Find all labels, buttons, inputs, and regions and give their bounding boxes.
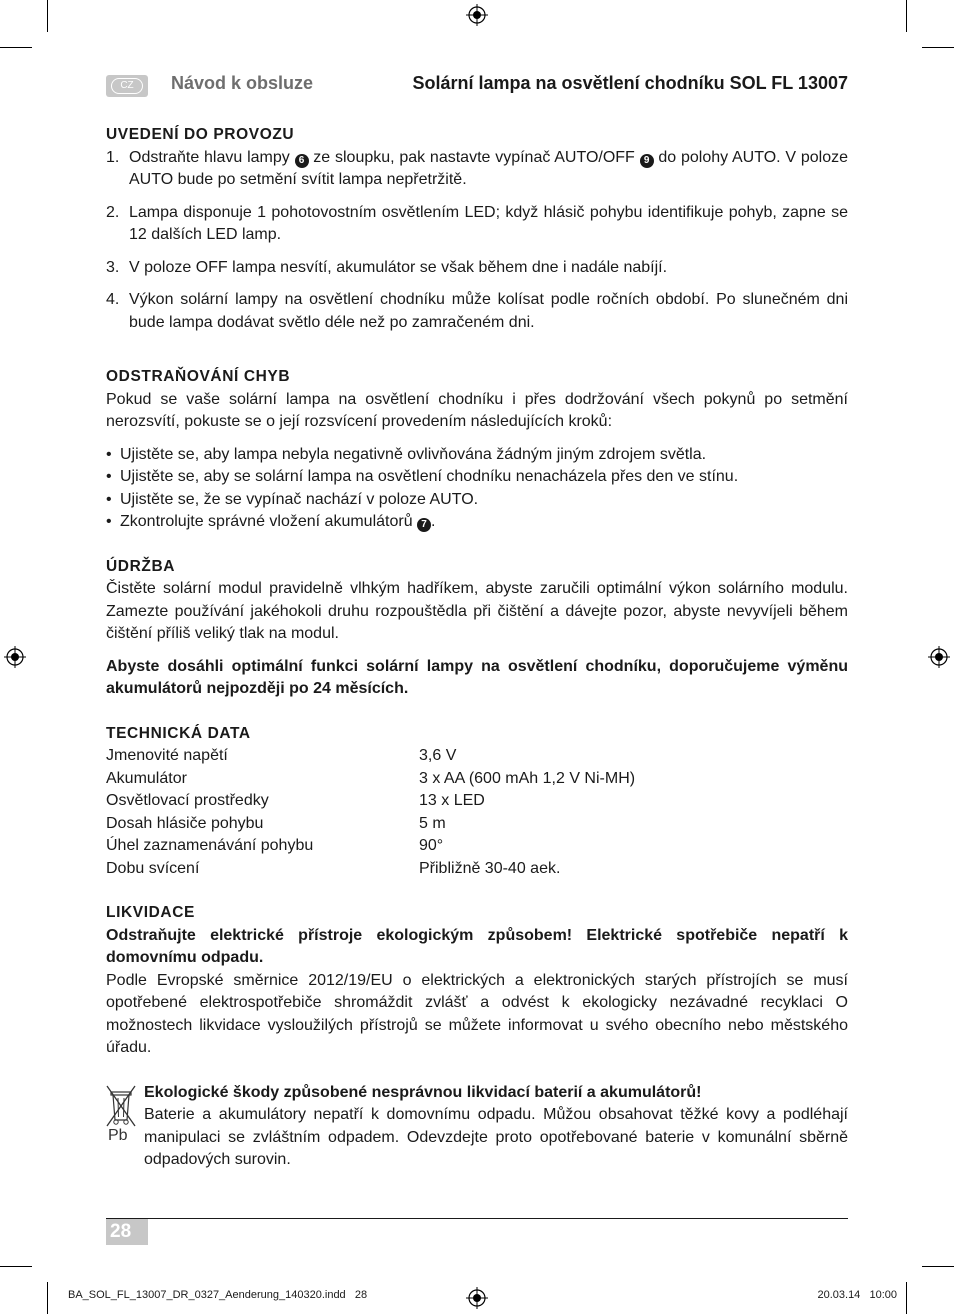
crop-mark xyxy=(922,1266,954,1267)
section-heading-uvedeni: UVEDENÍ DO PROVOZU xyxy=(106,126,295,143)
list-item: 2. Lampa disponuje 1 pohotovostním osvětlením LED; když hlásič pohybu identifikuje pohyb, zapne se 12 dalších LED lamp. xyxy=(106,203,848,243)
crop-mark xyxy=(47,1282,48,1314)
table-row: Úhel zaznamenávání pohybu 90° xyxy=(106,837,444,854)
page-number: 28 xyxy=(106,1219,148,1245)
tech-data-table xyxy=(106,745,848,880)
section-heading-odstranovani: ODSTRAŇOVÁNÍ CHYB xyxy=(106,368,291,385)
list-item: 3. V poloze OFF lampa nesvítí, akumulátor se však během dne i nadále nabíjí. xyxy=(106,258,668,276)
table-row: Akumulátor 3 x AA (600 mAh 1,2 V Ni-MH) xyxy=(106,769,636,787)
disposal-warning: Odstraňujte elektrické přístroje ekologickým způsobem! Elektrické spotřebiče nepatří k domovnímu odpadu. xyxy=(106,926,848,966)
list-item: • Ujistěte se, aby lampa nebyla negativně ovlivňována žádným jiným zdrojem světla. xyxy=(106,445,707,463)
section-heading-likvidace: LIKVIDACE xyxy=(106,904,195,921)
crop-mark xyxy=(47,0,48,32)
crop-mark xyxy=(906,1282,907,1314)
registration-mark-icon xyxy=(4,646,26,668)
list-item: • Ujistěte se, že se vypínač nachází v poloze AUTO. xyxy=(106,490,479,508)
language-badge xyxy=(106,75,148,97)
section-heading-udrzba: ÚDRŽBA xyxy=(106,557,176,575)
page-content xyxy=(106,124,848,1172)
registration-mark-icon xyxy=(466,4,488,26)
crossed-out-bin-icon xyxy=(104,1082,138,1142)
registration-mark-icon xyxy=(928,646,950,668)
table-row: Dobu svícení Přibližně 30-40 aek. xyxy=(106,859,561,877)
callout-number-icon: 9 xyxy=(640,154,654,168)
battery-text: Baterie a akumulátory nepatří k domovnímu odpadu. Můžou obsahovat těžké kovy a podléhají manipulaci se zvláštním odpadem. Odevzdejte proto opotřebované baterie v komunální sběrně odpadových surovin. xyxy=(144,1106,848,1168)
manual-title: Návod k obsluze xyxy=(171,73,314,93)
battery-warning: Ekologické škody způsobené nesprávnou likvidací baterií a akumulátorů! xyxy=(144,1083,702,1101)
callout-number-icon: 7 xyxy=(417,518,431,532)
callout-number-icon: 6 xyxy=(295,154,309,168)
registration-mark-icon xyxy=(466,1287,488,1309)
uvedeni-list xyxy=(106,147,848,335)
troubleshooting-list xyxy=(106,444,848,534)
list-item: • Zkontrolujte správné vložení akumulátorů 7 . xyxy=(106,513,436,530)
footer-filename: BA_SOL_FL_13007_DR_0327_Aenderung_140320.indd 28 xyxy=(68,1289,368,1301)
list-item: 4. Výkon solární lampy na osvětlení chodníku může kolísat podle ročních období. Po slunečném dni bude lampa dodávat světlo déle než po zamračeném dni. xyxy=(106,291,848,331)
crop-mark xyxy=(906,0,907,32)
maintenance-note: Abyste dosáhli optimální funkci solární lampy na osvětlení chodníku, doporučujeme výměnu akumulátorů nejpozději po 24 měsících. xyxy=(106,657,848,697)
svg-text:Pb: Pb xyxy=(108,1126,128,1142)
troubleshooting-intro: Pokud se vaše solární lampa na osvětlení chodníku i přes dodržování všech pokynů po setmění nerozsvítí, pokuste se o její rozsvícení provedením následujících kroků: xyxy=(106,390,848,430)
language-code: CZ xyxy=(111,78,143,94)
product-title: Solární lampa na osvětlení chodníku SOL FL 13007 xyxy=(412,73,848,93)
section-heading-technicka: TECHNICKÁ DATA xyxy=(106,724,251,742)
crop-mark xyxy=(922,47,954,48)
table-row: Jmenovité napětí 3,6 V xyxy=(106,747,457,764)
footer-divider xyxy=(106,1218,848,1219)
list-item: 1. Odstraňte hlavu lampy 6 ze sloupku, pak nastavte vypínač AUTO/OFF 9 do polohy AUTO. V poloze AUTO bude po setmění svítit lampa nepřetržitě. xyxy=(106,148,848,188)
list-item: • Ujistěte se, aby se solární lampa na osvětlení chodníku nenacházela přes den ve stínu. xyxy=(106,468,739,485)
table-row: Dosah hlásiče pohybu 5 m xyxy=(106,814,446,832)
maintenance-text: Čistěte solární modul pravidelně vlhkým hadříkem, abyste zaručili optimální výkon solárního modulu. Zamezte používání jakéhokoli druhu rozpouštědla při čištění a dávejte pozor, abyste nevyvíjeli během čištění příliš veliký tlak na modul. xyxy=(106,580,848,642)
footer-date: 20.03.14 10:00 xyxy=(817,1289,897,1301)
crop-mark xyxy=(0,47,32,48)
table-row: Osvětlovací prostředky 13 x LED xyxy=(106,792,485,809)
disposal-text: Podle Evropské směrnice 2012/19/EU o elektrických a elektronických starých přístrojích se musí opotřebené elektrospotřebiče shromáždit zvlášť a odvést k ekologicky nezávadné recyklaci O možnostech likvidace vysloužilých přístrojů se můžete informovat u svého obecního nebo městského úřadu. xyxy=(106,971,848,1056)
crop-mark xyxy=(0,1266,32,1267)
battery-disposal-block xyxy=(106,1082,848,1172)
